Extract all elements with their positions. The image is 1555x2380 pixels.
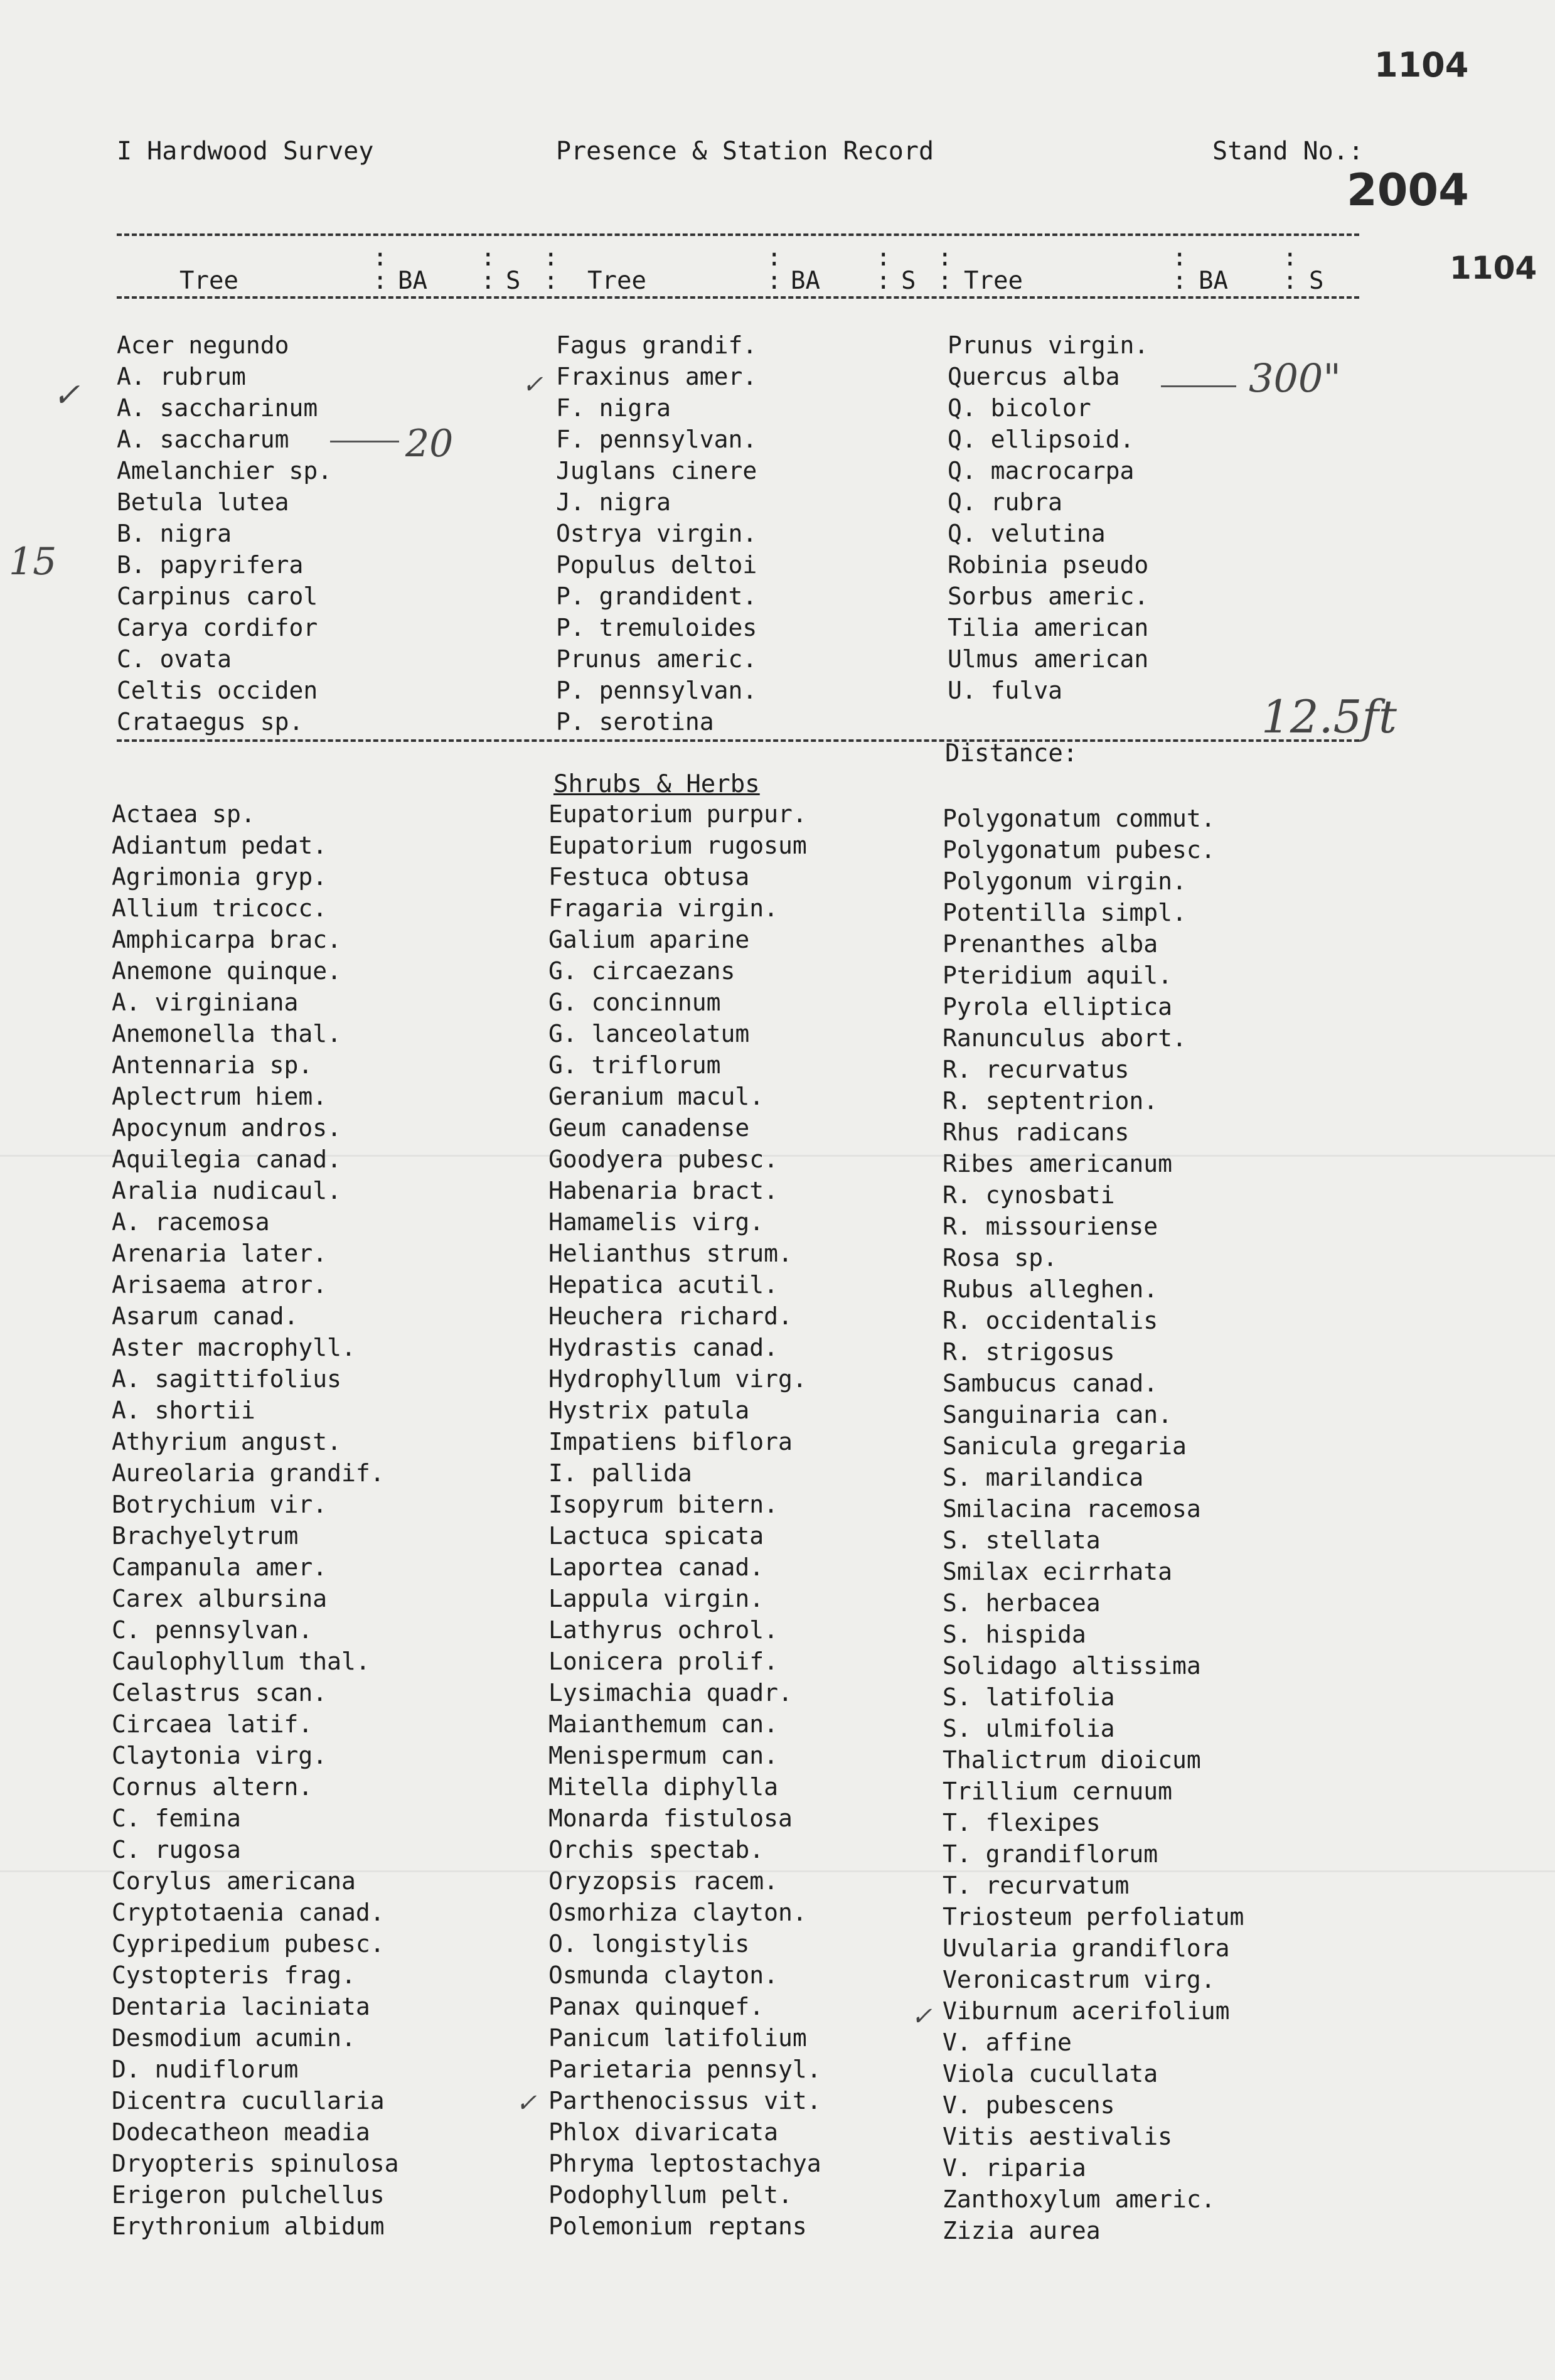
check-mark-icon: ✓: [911, 2002, 932, 2031]
tree-species: Quercus alba: [948, 363, 1120, 390]
plant-species: V. pubescens: [943, 2091, 1115, 2119]
plant-species: Festuca obtusa: [548, 863, 750, 891]
tree-species: Q. bicolor: [948, 394, 1091, 422]
plant-species: Botrychium vir.: [112, 1491, 328, 1518]
plant-species: Rhus radicans: [943, 1118, 1130, 1146]
plant-species: Dryopteris spinulosa: [112, 2150, 399, 2177]
stand-label: Stand No.:: [1212, 137, 1364, 166]
plant-species: Polygonatum commut.: [943, 805, 1216, 832]
tree-species: P. pennsylvan.: [556, 677, 757, 704]
plant-species: S. herbacea: [943, 1589, 1101, 1617]
plant-species: Lonicera prolif.: [548, 1648, 779, 1675]
plant-species: Geum canadense: [548, 1114, 750, 1142]
tree-species: A. saccharum: [117, 426, 289, 453]
tree-species: Ostrya virgin.: [556, 520, 757, 547]
plant-species: S. hispida: [943, 1621, 1086, 1648]
tree-species: Q. ellipsoid.: [948, 426, 1135, 453]
plant-species: Potentilla simpl.: [943, 899, 1187, 926]
plant-species: Osmorhiza clayton.: [548, 1899, 807, 1926]
separator: :: [1172, 267, 1187, 295]
plant-species: Maianthemum can.: [548, 1710, 779, 1738]
plant-species: Hystrix patula: [548, 1396, 750, 1424]
plant-species: Cystopteris frag.: [112, 1961, 356, 1989]
plant-species: Allium tricocc.: [112, 894, 328, 922]
plant-species: Sambucus canad.: [943, 1370, 1158, 1397]
plant-species: Monarda fistulosa: [548, 1804, 793, 1832]
separator: :: [938, 244, 953, 272]
plant-species: Pyrola elliptica: [943, 993, 1173, 1021]
plant-species: Dicentra cucullaria: [112, 2087, 385, 2115]
plant-species: Menispermum can.: [548, 1742, 779, 1769]
plant-species: C. rugosa: [112, 1836, 241, 1863]
tree-species: Prunus americ.: [556, 645, 757, 673]
plant-species: Anemonella thal.: [112, 1020, 342, 1048]
annotation-line: [1161, 385, 1236, 387]
plant-species: Smilax ecirrhata: [943, 1558, 1173, 1585]
plant-species: Impatiens biflora: [548, 1428, 793, 1455]
plant-species: Aster macrophyll.: [112, 1334, 356, 1361]
plant-species: Carex albursina: [112, 1585, 328, 1612]
separator: :: [876, 267, 891, 295]
shrub-column-2: [548, 798, 821, 2242]
tree-species: Tilia american: [948, 614, 1149, 641]
plant-species: Habenaria bract.: [548, 1177, 779, 1204]
plant-species: Vitis aestivalis: [943, 2123, 1173, 2150]
plant-species: Panax quinquef.: [548, 1993, 764, 2020]
tree-species: A. saccharinum: [117, 394, 318, 422]
plant-species: Galium aparine: [548, 926, 750, 953]
plant-species: Trillium cernuum: [943, 1777, 1173, 1805]
plant-species: Aureolaria grandif.: [112, 1459, 385, 1487]
column-header-ba: BA: [791, 267, 820, 295]
plant-species: Polygonum virgin.: [943, 867, 1187, 895]
plant-species: G. circaezans: [548, 957, 735, 985]
column-header-ba: BA: [398, 267, 427, 295]
plant-species: Athyrium angust.: [112, 1428, 342, 1455]
separator: :: [543, 244, 558, 272]
plant-species: Goodyera pubesc.: [548, 1145, 779, 1173]
plant-species: R. missouriense: [943, 1213, 1158, 1240]
plant-species: Rosa sp.: [943, 1244, 1058, 1272]
plant-species: Lysimachia quadr.: [548, 1679, 793, 1707]
separator: :: [373, 267, 388, 295]
plant-species: Lactuca spicata: [548, 1522, 764, 1550]
plant-species: Actaea sp.: [112, 800, 255, 828]
tree-species: F. pennsylvan.: [556, 426, 757, 453]
stamp-number: 1104: [1450, 250, 1537, 286]
plant-species: R. strigosus: [943, 1338, 1115, 1366]
tree-species: B. papyrifera: [117, 551, 304, 579]
handwritten-margin-mark: 15: [9, 540, 57, 584]
record-title: Presence & Station Record: [556, 137, 934, 166]
plant-species: Prenanthes alba: [943, 930, 1158, 958]
plant-species: Helianthus strum.: [548, 1240, 793, 1267]
plant-species: Solidago altissima: [943, 1652, 1201, 1680]
section-dashed-rule: [117, 739, 1359, 742]
plant-species: I. pallida: [548, 1459, 692, 1487]
plant-species: Celastrus scan.: [112, 1679, 328, 1707]
plant-species: Erythronium albidum: [112, 2212, 385, 2240]
plant-species: G. lanceolatum: [548, 1020, 750, 1048]
plant-species: Asarum canad.: [112, 1302, 299, 1330]
plant-species: Pteridium aquil.: [943, 962, 1173, 989]
tree-species: Sorbus americ.: [948, 582, 1149, 610]
separator: :: [1172, 244, 1187, 272]
plant-species: Orchis spectab.: [548, 1836, 764, 1863]
plant-species: Cryptotaenia canad.: [112, 1899, 385, 1926]
plant-species: C. femina: [112, 1804, 241, 1832]
tree-species: P. grandident.: [556, 582, 757, 610]
tree-species: Crataegus sp.: [117, 708, 304, 736]
plant-species: Mitella diphylla: [548, 1773, 779, 1801]
handwritten-distance: 300": [1249, 355, 1341, 401]
plant-species: Uvularia grandiflora: [943, 1934, 1230, 1962]
plant-species: Hepatica acutil.: [548, 1271, 779, 1299]
separator: :: [1283, 244, 1298, 272]
column-header-s: S: [506, 267, 521, 295]
plant-species: Aplectrum hiem.: [112, 1083, 328, 1110]
plant-species: Triosteum perfoliatum: [943, 1903, 1244, 1931]
header-dashed-rule: [117, 296, 1359, 299]
plant-species: Zizia aurea: [943, 2217, 1101, 2244]
tree-species: Acer negundo: [117, 331, 289, 359]
tree-species: C. ovata: [117, 645, 232, 673]
plant-species: C. pennsylvan.: [112, 1616, 313, 1644]
tree-species: A. rubrum: [117, 363, 246, 390]
plant-species: Laportea canad.: [548, 1553, 764, 1581]
tree-species: Betula lutea: [117, 488, 289, 516]
plant-species: R. cynosbati: [943, 1181, 1115, 1209]
plant-species: Podophyllum pelt.: [548, 2181, 793, 2209]
plant-species: Cornus altern.: [112, 1773, 313, 1801]
plant-species: Parietaria pennsyl.: [548, 2056, 821, 2083]
plant-species: Hydrastis canad.: [548, 1334, 779, 1361]
plant-species: Eupatorium purpur.: [548, 800, 807, 828]
tree-species: Fagus grandif.: [556, 331, 757, 359]
plant-species: Agrimonia gryp.: [112, 863, 328, 891]
plant-species: Campanula amer.: [112, 1553, 328, 1581]
tree-species: Q. rubra: [948, 488, 1063, 516]
plant-species: Erigeron pulchellus: [112, 2181, 385, 2209]
tree-species: F. nigra: [556, 394, 671, 422]
stamp-number: 1104: [1374, 45, 1469, 85]
plant-species: V. riparia: [943, 2154, 1086, 2182]
tree-species: Fraxinus amer.: [556, 363, 757, 390]
plant-species: S. ulmifolia: [943, 1715, 1115, 1742]
plant-species: Fragaria virgin.: [548, 894, 779, 922]
plant-species: R. recurvatus: [943, 1056, 1130, 1083]
plant-species: R. occidentalis: [943, 1307, 1158, 1334]
separator: :: [481, 267, 496, 295]
plant-species: Claytonia virg.: [112, 1742, 328, 1769]
plant-species: S. latifolia: [943, 1683, 1115, 1711]
tree-species: Carya cordifor: [117, 614, 318, 641]
column-header-ba: BA: [1199, 267, 1228, 295]
plant-species: Polygonatum pubesc.: [943, 836, 1216, 864]
plant-species: Thalictrum dioicum: [943, 1746, 1201, 1774]
handwritten-distance-value: 12.5ft: [1261, 690, 1397, 743]
column-header-tree: Tree: [179, 267, 238, 295]
plant-species: Caulophyllum thal.: [112, 1648, 370, 1675]
plant-species: Phlox divaricata: [548, 2118, 779, 2146]
shrub-column-3: [943, 803, 1244, 2246]
plant-species: Eupatorium rugosum: [548, 832, 807, 859]
check-mark-icon: ✓: [522, 370, 543, 399]
plant-species: Isopyrum bitern.: [548, 1491, 779, 1518]
tree-column-2: [556, 330, 757, 737]
survey-title: I Hardwood Survey: [117, 137, 374, 166]
tree-species: Celtis occiden: [117, 677, 318, 704]
separator: :: [373, 244, 388, 272]
plant-species: A. sagittifolius: [112, 1365, 342, 1393]
handwritten-ba-value: 20: [405, 422, 454, 466]
plant-species: Aquilegia canad.: [112, 1145, 342, 1173]
separator: :: [543, 267, 558, 295]
plant-species: Arisaema atror.: [112, 1271, 328, 1299]
plant-species: Phryma leptostachya: [548, 2150, 821, 2177]
plant-species: Polemonium reptans: [548, 2212, 807, 2240]
plant-species: Dentaria laciniata: [112, 1993, 370, 2020]
plant-species: T. flexipes: [943, 1809, 1101, 1836]
plant-species: Viburnum acerifolium: [943, 1997, 1230, 2025]
separator: :: [938, 267, 953, 295]
tree-species: Prunus virgin.: [948, 331, 1149, 359]
tree-species: P. tremuloides: [556, 614, 757, 641]
plant-species: Dodecatheon meadia: [112, 2118, 370, 2146]
plant-species: V. affine: [943, 2029, 1072, 2056]
plant-species: T. grandiflorum: [943, 1840, 1158, 1868]
plant-species: Adiantum pedat.: [112, 832, 328, 859]
tree-species: Carpinus carol: [117, 582, 318, 610]
separator: :: [767, 244, 782, 272]
column-header-s: S: [1309, 267, 1324, 295]
plant-species: Sanguinaria can.: [943, 1401, 1173, 1429]
plant-species: Circaea latif.: [112, 1710, 313, 1738]
stand-number: 2004: [1347, 164, 1469, 216]
tree-species: Amelanchier sp.: [117, 457, 333, 485]
tree-species: B. nigra: [117, 520, 232, 547]
tree-species: Robinia pseudo: [948, 551, 1149, 579]
check-mark-icon: ✓: [516, 2089, 537, 2118]
separator: :: [1283, 267, 1298, 295]
tree-species: Q. macrocarpa: [948, 457, 1135, 485]
check-mark-icon: ✓: [53, 377, 80, 414]
plant-species: Zanthoxylum americ.: [943, 2185, 1216, 2213]
tree-species: Populus deltoi: [556, 551, 757, 579]
plant-species: Hamamelis virg.: [548, 1208, 764, 1236]
plant-species: Brachyelytrum: [112, 1522, 299, 1550]
annotation-line: [330, 441, 399, 442]
tree-column-3: [948, 330, 1148, 706]
separator: :: [481, 244, 496, 272]
section-heading: Shrubs & Herbs: [553, 770, 760, 798]
plant-species: Amphicarpa brac.: [112, 926, 342, 953]
plant-species: Osmunda clayton.: [548, 1961, 779, 1989]
plant-species: R. septentrion.: [943, 1087, 1158, 1115]
plant-species: Sanicula gregaria: [943, 1432, 1187, 1460]
plant-species: Hydrophyllum virg.: [548, 1365, 807, 1393]
plant-species: Desmodium acumin.: [112, 2024, 356, 2052]
tree-species: Ulmus american: [948, 645, 1149, 673]
column-header-tree: Tree: [964, 267, 1023, 295]
plant-species: S. marilandica: [943, 1464, 1144, 1491]
plant-species: Panicum latifolium: [548, 2024, 807, 2052]
plant-species: Geranium macul.: [548, 1083, 764, 1110]
plant-species: Rubus alleghen.: [943, 1275, 1158, 1303]
tree-species: P. serotina: [556, 708, 714, 736]
plant-species: A. racemosa: [112, 1208, 270, 1236]
plant-species: Arenaria later.: [112, 1240, 328, 1267]
plant-species: Parthenocissus vit.: [548, 2087, 821, 2115]
plant-species: Anemone quinque.: [112, 957, 342, 985]
plant-species: Lappula virgin.: [548, 1585, 764, 1612]
plant-species: A. shortii: [112, 1396, 255, 1424]
plant-species: Apocynum andros.: [112, 1114, 342, 1142]
shrub-column-1: [112, 798, 399, 2242]
plant-species: A. virginiana: [112, 989, 299, 1016]
plant-species: Antennaria sp.: [112, 1051, 313, 1079]
column-header-s: S: [901, 267, 916, 295]
tree-species: J. nigra: [556, 488, 671, 516]
tree-species: Juglans cinere: [556, 457, 757, 485]
plant-species: G. concinnum: [548, 989, 721, 1016]
tree-species: U. fulva: [948, 677, 1063, 704]
plant-species: Corylus americana: [112, 1867, 356, 1895]
plant-species: S. stellata: [943, 1526, 1101, 1554]
plant-species: Veronicastrum virg.: [943, 1966, 1216, 1993]
plant-species: Lathyrus ochrol.: [548, 1616, 779, 1644]
plant-species: D. nudiflorum: [112, 2056, 299, 2083]
plant-species: Smilacina racemosa: [943, 1495, 1201, 1523]
tree-species: Q. velutina: [948, 520, 1106, 547]
column-header-tree: Tree: [587, 267, 646, 295]
separator: :: [767, 267, 782, 295]
top-dashed-rule: [117, 233, 1359, 236]
plant-species: O. longistylis: [548, 1930, 750, 1958]
separator: :: [876, 244, 891, 272]
plant-species: Ranunculus abort.: [943, 1024, 1187, 1052]
plant-species: T. recurvatum: [943, 1872, 1130, 1899]
plant-species: Aralia nudicaul.: [112, 1177, 342, 1204]
tree-column-1: [117, 330, 332, 737]
plant-species: Cypripedium pubesc.: [112, 1930, 385, 1958]
plant-species: G. triflorum: [548, 1051, 721, 1079]
plant-species: Heuchera richard.: [548, 1302, 793, 1330]
distance-label: Distance:: [945, 739, 1078, 768]
plant-species: Viola cucullata: [943, 2060, 1158, 2088]
plant-species: Ribes americanum: [943, 1150, 1173, 1177]
plant-species: Oryzopsis racem.: [548, 1867, 779, 1895]
